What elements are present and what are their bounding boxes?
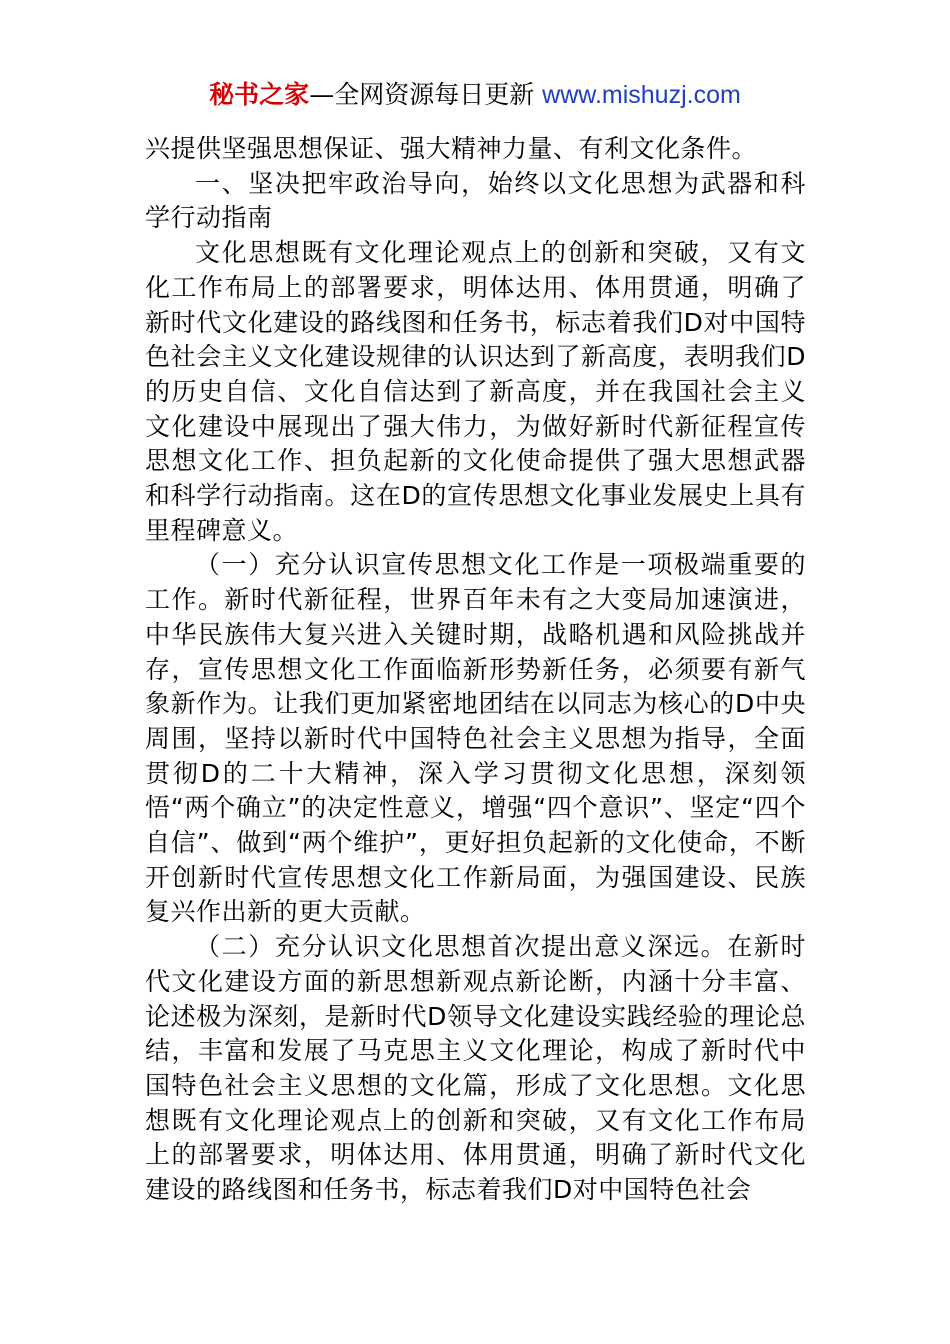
paragraph-continuation: 兴提供坚强思想保证、强大精神力量、有利文化条件。 (145, 134, 758, 163)
section-heading: 一、坚决把牢政治导向，始终以文化思想为武器和科学行动指南 (145, 168, 806, 233)
header-tagline: —全网资源每日更新 (309, 80, 535, 109)
paragraph: 文化思想既有文化理论观点上的创新和突破，又有文化工作布局上的部署要求，明体达用、体用贯通，明确了新时代文化建设的路线图和任务书，标志着我们D对中国特色社会主义文化建设规律的认识达到了新高度，表明我们D的历史自信、文化自信达到了新高度，并在我国社会主义文化建设中展现出了强大伟力，为做好新时代新征程宣传思想文化工作、担负起新的文化使命提供了强大思想武器和科学行动指南。这在D的宣传思想文化事业发展史上具有里程碑意义。 (145, 238, 806, 545)
paragraph: （二）充分认识文化思想首次提出意义深远。在新时代文化建设方面的新思想新观点新论断，内涵十分丰富、论述极为深刻，是新时代D领导文化建设实践经验的理论总结，丰富和发展了马克思主义文化理论，构成了新时代中国特色社会主义思想的文化篇，形成了文化思想。文化思想既有文化理论观点上的创新和突破，又有文化工作布局上的部署要求，明体达用、体用贯通，明确了新时代文化建设的路线图和任务书，标志着我们D对中国特色社会 (145, 932, 806, 1205)
site-url[interactable]: www.mishuzj.com (542, 81, 741, 109)
paragraph: （一）充分认识宣传思想文化工作是一项极端重要的工作。新时代新征程，世界百年未有之大变局加速演进，中华民族伟大复兴进入关键时期，战略机遇和风险挑战并存，宣传思想文化工作面临新形势新任务，必须要有新气象新作为。让我们更加紧密地团结在以同志为核心的D中央周围，坚持以新时代中国特色社会主义思想为指导，全面贯彻D的二十大精神，深入学习贯彻文化思想，深刻领悟“两个确立”的决定性意义，增强“四个意识”、坚定“四个自信”、做到“两个维护”，更好担负起新的文化使命，不断开创新时代宣传思想文化工作新局面，为强国建设、民族复兴作出新的更大贡献。 (145, 550, 806, 927)
brand-name: 秘书之家 (209, 80, 310, 109)
page-header (0, 78, 950, 112)
document-body (145, 132, 806, 1208)
